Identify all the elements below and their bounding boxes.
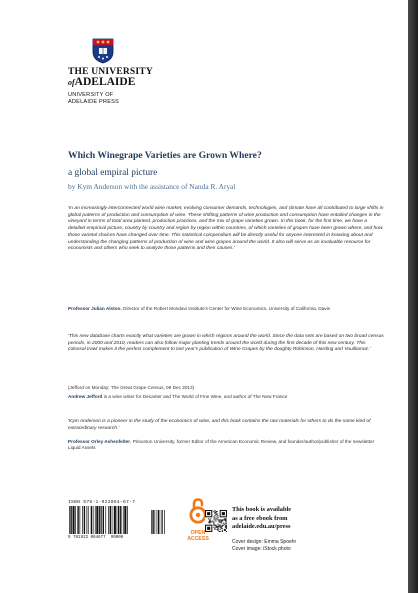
press-name-line1: UNIVERSITY OF: [68, 92, 114, 98]
endorser-name-1: Professor Julian Alston: [68, 306, 121, 311]
endorsement-quote-2: 'This new database charts exactly what varieties are grown in which regions around the world. Since the data sets are based on two broad census periods, in 2000 and 2010, readers can also follow major planting trends around the world during the first decade of this new century. This colossal trawl makes it the perfect complement to last year's publication of Wine Grapes by the doughty Robinson, Harding and Vouillamoz.': [68, 334, 384, 353]
endorser-name-3: Professor Orley Ashenfelter: [68, 439, 131, 444]
availability-note: [232, 506, 382, 532]
availability-line2: as a free ebook from: [232, 514, 288, 522]
book-authors: by Kym Anderson with the assistance of Nanda R. Aryal: [68, 182, 236, 191]
press-name: [68, 92, 168, 106]
isbn-barcode: [68, 500, 172, 540]
endorser-affiliation-3: , Princeton University, former Editor of the American Economic Review, and founder/author/publisher of the newsletter Liquid Assets: [68, 439, 375, 451]
barcode-bars: [68, 506, 172, 536]
cover-design-credit: Cover design: Emma Spoehr: [232, 539, 297, 545]
endorser-name-2: Andrew Jefford: [68, 394, 103, 399]
book-subtitle: a global empiral picture: [68, 168, 158, 178]
isbn-text: ISBN 978-1-922064-67-7: [68, 500, 136, 505]
university-name-of: of: [68, 78, 75, 87]
endorsement-attribution-3: [68, 439, 384, 452]
cover-spine-edge: [408, 0, 418, 593]
endorsement-attribution-2: [68, 394, 384, 400]
barcode-digits: [68, 536, 172, 540]
cover-image-credit: Cover image: iStock photo: [232, 546, 291, 553]
endorsement-quote-3: 'Kym Anderson is a pioneer in the study of the economics of wine, and this book contains the raw materials for others to do the same kind of extraordinary research.': [68, 419, 371, 431]
endorsement-quote-1: 'In an increasingly interconnected world wine market, evolving consumer demands, technologies, and climate have all contributed to large shifts in global patterns of production and consumption of wine. These shifting patterns of wine production and consumption have entailed changes in the vineyard in terms of total area planted, production practices, and the mix of grape varieties grown. In this book, for the first time, we have a detailed empirical picture, country by country and region by region within countries, of which varieties of grapes have been grown where, and how those varietal choices have changed over time. This statistical compendium will be directly useful for anyone interested in knowing about and understanding the changing patterns of production of wine and wine grapes around the world. It also will serve as an invaluable resource for economists and others who seek to analyze those patterns and their causes.': [68, 206, 384, 252]
cover-credits: [232, 539, 296, 553]
availability-url[interactable]: adelaide.edu.au/press: [232, 523, 291, 531]
crest-icon: [92, 38, 114, 64]
endorsement-citation-2: (Jefford on Monday: The Great Grape Census, 09 Dec 2013): [68, 385, 195, 390]
open-access-label-line1: OPEN: [190, 530, 206, 536]
university-logo: [68, 38, 168, 106]
book-title: Which Winegrape Varieties are Grown Where?: [68, 150, 262, 161]
university-name-line2: [68, 76, 168, 88]
press-name-line2: ADELAIDE PRESS: [68, 99, 119, 105]
university-name-line1: THE UNIVERSITY: [68, 67, 153, 77]
university-name-adelaide: ADELAIDE: [74, 76, 136, 88]
barcode-main-digits: 9 781922 064677: [68, 536, 106, 540]
endorser-affiliation-1: , Director of the Robert Mondavi Institute's Center for Wine Economics, University of California, Davis: [120, 306, 331, 311]
barcode-addon-digits: 90000: [110, 536, 124, 540]
endorsement-attribution-1: [68, 306, 384, 312]
open-access-label-line2: ACCESS: [187, 536, 209, 542]
availability-line1: This book is available: [232, 506, 292, 513]
endorser-affiliation-2: is a wine writer for Decanter and The World of Fine Wine, and author of The New France: [102, 394, 288, 399]
qr-code[interactable]: [205, 510, 227, 532]
